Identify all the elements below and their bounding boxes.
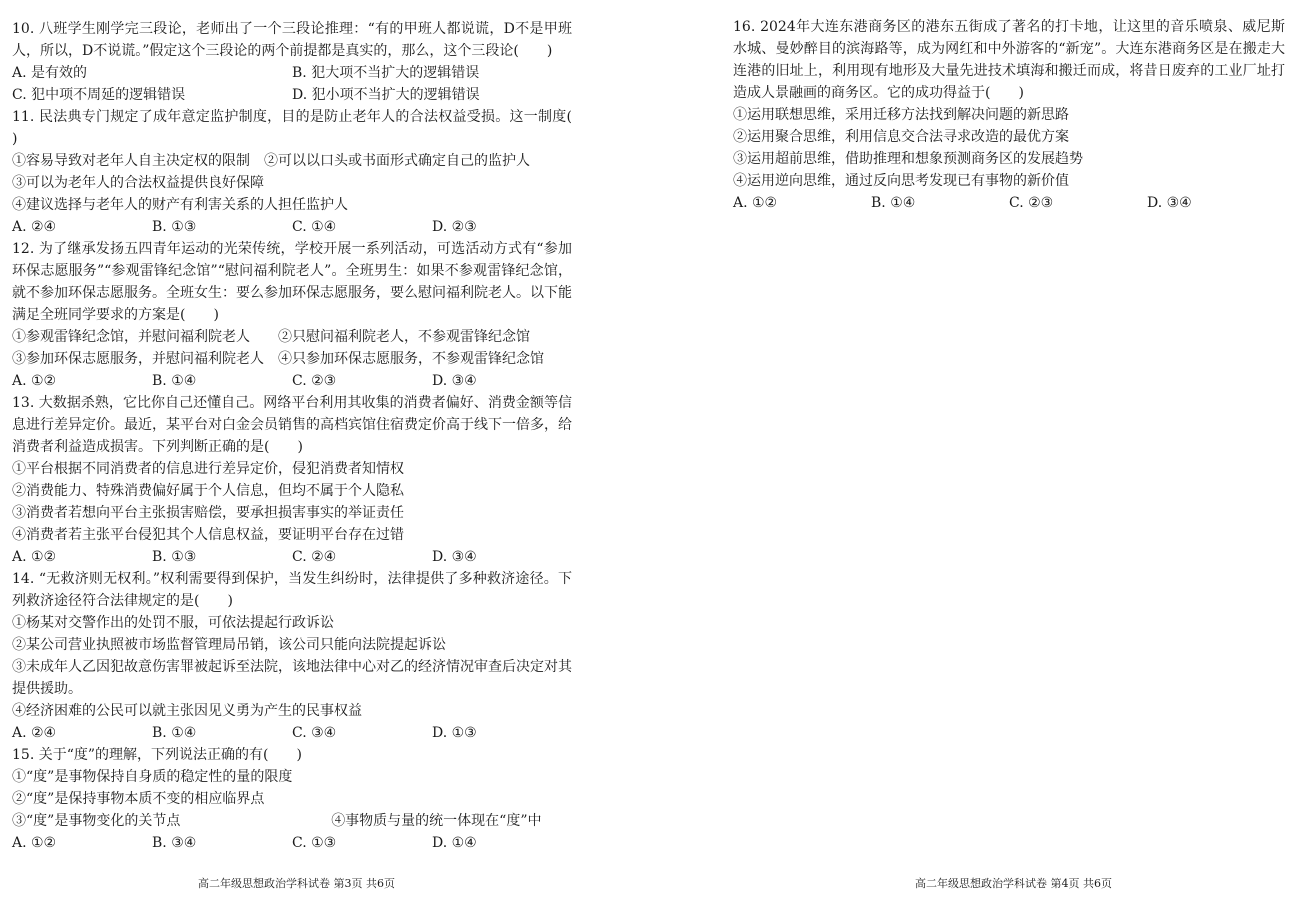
right-column <box>733 16 1285 214</box>
statement-item: ②运用聚合思维，利用信息交合法寻求改造的最优方案 <box>733 129 1069 145</box>
left-column <box>12 18 600 854</box>
question-13 <box>12 392 572 568</box>
option-a: A. 是有效的 <box>12 65 88 81</box>
option-b: B. ①④ <box>152 725 197 741</box>
statement-item: ①参观雷锋纪念馆，并慰问福利院老人 ②只慰问福利院老人，不参观雷锋纪念馆 <box>12 329 530 345</box>
option-d: D. ③④ <box>432 549 477 565</box>
option-d: D. ①③ <box>432 725 477 741</box>
option-d: D. ③④ <box>1147 195 1192 211</box>
statement-item: ③可以为老年人的合法权益提供良好保障 <box>12 175 264 191</box>
question-12 <box>12 238 572 392</box>
option-a: A. ①② <box>12 549 57 565</box>
question-stem: 10. 八班学生刚学完三段论，老师出了一个三段论推理：“有的甲班人都说谎，D不是甲班人，所以，D不说谎。”假定这个三段论的两个前提都是真实的，那么，这个三段论( ) <box>12 21 572 59</box>
option-a: A. ①② <box>12 373 57 389</box>
option-b: B. ①④ <box>152 373 197 389</box>
answer-options <box>12 722 572 744</box>
answer-options <box>12 84 572 106</box>
option-c: C. ②④ <box>292 549 337 565</box>
page-footer: 高二年级思想政治学科试卷 第3页 共6页 <box>198 877 395 890</box>
answer-options <box>12 216 572 238</box>
answer-options <box>12 832 572 854</box>
question-stem: 13. 大数据杀熟，它比你自己还懂自己。网络平台利用其收集的消费者偏好、消费金额等信息进行差异定价。最近，某平台对白金会员销售的高档宾馆住宿费定价高于线下一倍多，给消费者利益造成损害。下列判断正确的是( ) <box>12 395 572 455</box>
question-stem: 14. “无救济则无权利。”权利需要得到保护，当发生纠纷时，法律提供了多种救济途径。下列救济途径符合法律规定的是( ) <box>12 571 572 609</box>
question-stem: 12. 为了继承发扬五四青年运动的光荣传统，学校开展一系列活动，可选活动方式有“参加环保志愿服务”“参观雷锋纪念馆”“慰问福利院老人”。全班男生：如果不参观雷锋纪念馆，就不参加环保志愿服务。全班女生：要么参加环保志愿服务，要么慰问福利院老人。以下能满足全班同学要求的方案是( ) <box>12 241 572 323</box>
statement-item: ②某公司营业执照被市场监督管理局吊销，该公司只能向法院提起诉讼 <box>12 637 446 653</box>
statement-item: ①杨某对交警作出的处罚不服，可依法提起行政诉讼 <box>12 615 334 631</box>
question-16 <box>733 16 1285 214</box>
exam-page-3 <box>0 0 640 900</box>
option-c: C. ②③ <box>292 373 337 389</box>
statement-item: ④运用逆向思维，通过反向思考发现已有事物的新价值 <box>733 173 1069 189</box>
answer-options <box>12 62 572 84</box>
question-stem: 11. 民法典专门规定了成年意定监护制度，目的是防止老年人的合法权益受损。这一制度( ) <box>12 109 600 147</box>
option-a: A. ①② <box>733 195 778 211</box>
statement-item: ④经济困难的公民可以就主张因见义勇为产生的民事权益 <box>12 703 362 719</box>
question-11 <box>12 106 600 238</box>
option-d: D. 犯小项不当扩大的逻辑错误 <box>292 87 480 103</box>
statement-item: ④消费者若主张平台侵犯其个人信息权益，要证明平台存在过错 <box>12 527 404 543</box>
option-b: B. ①④ <box>871 195 916 211</box>
statement-item: ①“度”是事物保持自身质的稳定性的量的限度 <box>12 769 293 785</box>
statement-item: ③未成年人乙因犯故意伤害罪被起诉至法院，该地法律中心对乙的经济情况审查后决定对其提供援助。 <box>12 659 572 697</box>
exam-page-4 <box>645 0 1290 900</box>
option-c: C. ①④ <box>292 219 337 235</box>
option-c: C. ③④ <box>292 725 337 741</box>
option-b: B. ①③ <box>152 549 197 565</box>
option-a: A. ②④ <box>12 725 57 741</box>
answer-options <box>12 546 572 568</box>
option-b: B. ①③ <box>152 219 197 235</box>
statement-item: ③参加环保志愿服务，并慰问福利院老人 ④只参加环保志愿服务，不参观雷锋纪念馆 <box>12 351 544 367</box>
statement-item: ③“度”是事物变化的关节点 <box>12 813 181 829</box>
statement-item: ③运用超前思维，借助推理和想象预测商务区的发展趋势 <box>733 151 1083 167</box>
question-stem: 15. 关于“度”的理解，下列说法正确的有( ) <box>12 747 302 763</box>
statement-item: ④事物质与量的统一体现在“度”中 <box>331 813 542 829</box>
statement-item: ①容易导致对老年人自主决定权的限制 ②可以以口头或书面形式确定自己的监护人 <box>12 153 530 169</box>
page-footer: 高二年级思想政治学科试卷 第4页 共6页 <box>915 877 1112 890</box>
statement-item: ④建议选择与老年人的财产有利害关系的人担任监护人 <box>12 197 348 213</box>
option-b: B. ③④ <box>152 835 197 851</box>
option-b: B. 犯大项不当扩大的逻辑错误 <box>292 65 480 81</box>
question-14 <box>12 568 572 744</box>
option-c: C. ②③ <box>1009 195 1054 211</box>
question-10 <box>12 18 572 106</box>
option-c: C. 犯中项不周延的逻辑错误 <box>12 87 186 103</box>
answer-options <box>12 370 572 392</box>
statement-item: ②消费能力、特殊消费偏好属于个人信息，但均不属于个人隐私 <box>12 483 404 499</box>
answer-options <box>733 192 1285 214</box>
option-d: D. ②③ <box>432 219 477 235</box>
statement-item: ②“度”是保持事物本质不变的相应临界点 <box>12 791 265 807</box>
option-a: A. ②④ <box>12 219 57 235</box>
question-15 <box>12 744 572 854</box>
statement-row <box>12 810 572 832</box>
option-d: D. ①④ <box>432 835 477 851</box>
statement-item: ③消费者若想向平台主张损害赔偿，要承担损害事实的举证责任 <box>12 505 404 521</box>
question-stem: 16. 2024年大连东港商务区的港东五街成了著名的打卡地，让这里的音乐喷泉、威尼斯水城、曼妙醉目的滨海路等，成为网红和中外游客的“新宠”。大连东港商务区是在搬走大连港的旧址上，利用现有地形及大量先进技术填海和搬迁而成，将昔日废弃的工业厂址打造成人景融画的商务区。它的成功得益于( ) <box>733 19 1285 101</box>
option-d: D. ③④ <box>432 373 477 389</box>
option-a: A. ①② <box>12 835 57 851</box>
statement-item: ①运用联想思维，采用迁移方法找到解决问题的新思路 <box>733 107 1069 123</box>
option-c: C. ①③ <box>292 835 337 851</box>
statement-item: ①平台根据不同消费者的信息进行差异定价，侵犯消费者知情权 <box>12 461 404 477</box>
